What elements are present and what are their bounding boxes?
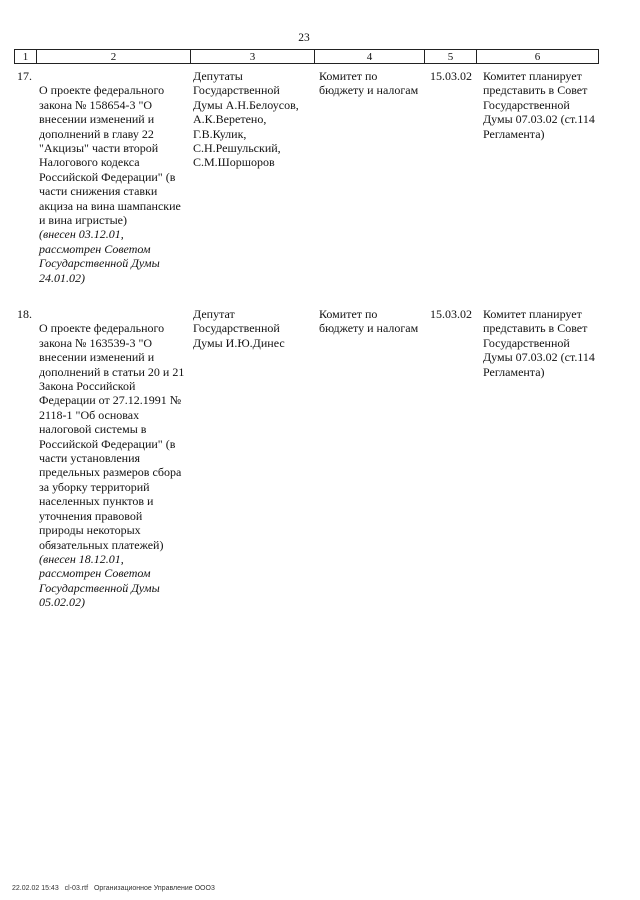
column-header-4: 4 — [315, 50, 425, 64]
bill-status: (внесен 03.12.01, рассмотрен Советом Государственной Думы 24.01.02) — [39, 227, 160, 285]
page-footer — [12, 885, 219, 893]
bill-note: Комитет планирует представить в Совет Государственной Думы 07.03.02 (ст.114 Регламента) — [483, 69, 595, 141]
bill-description — [39, 69, 185, 285]
bill-title: О проекте федерального закона № 158654-3 "О внесении изменений и дополнений в главу 22 "Акцизы" части второй Налогового кодекса Российской Федерации" (в части снижения ставки акциза на вина шампанские и вина игристые) — [39, 83, 181, 228]
column-header-5: 5 — [425, 50, 477, 64]
column-header-2: 2 — [37, 50, 191, 64]
column-header-table — [14, 49, 599, 64]
bill-note: Комитет планирует представить в Совет Государственной Думы 07.03.02 (ст.114 Регламента) — [483, 307, 595, 379]
row-number: 17. — [17, 69, 32, 83]
bill-committee: Комитет по бюджету и налогам — [319, 69, 419, 98]
column-header-3: 3 — [191, 50, 315, 64]
bill-status: (внесен 18.12.01, рассмотрен Советом Государственной Думы 05.02.02) — [39, 551, 160, 610]
footer-file: cl-03.rtf — [64, 885, 89, 892]
bill-title: О проекте федерального закона № 163539-3 "О внесении изменений и дополнений в статьи 20 и 21 Закона Российской Федерации от 27.12.1991 № 2118-1 "Об основах налоговой системы в Российской Федерации" (в части установления предельных размеров сбора за уборку территорий населенных пунктов и уточнения правовой природы некоторых обязательных платежей) — [39, 321, 185, 552]
bill-authors: Депутаты Государственной Думы А.Н.Белоусов, А.К.Веретено, Г.В.Кулик, С.Н.Решульский, С.М.Шоршоров — [193, 69, 299, 170]
footer-timestamp: 22.02.02 15:43 — [12, 885, 59, 892]
bill-committee: Комитет по бюджету и налогам — [319, 307, 419, 336]
column-header-6: 6 — [477, 50, 599, 64]
column-header-row — [15, 50, 599, 64]
column-header-1: 1 — [15, 50, 37, 64]
row-number: 18. — [17, 307, 32, 321]
bill-date: 15.03.02 — [430, 69, 472, 83]
bill-date: 15.03.02 — [430, 307, 472, 321]
bill-authors: Депутат Государственной Думы И.Ю.Динес — [193, 307, 285, 350]
footer-department: Организационное Управление ООО3 — [93, 885, 215, 892]
bill-description — [39, 307, 185, 610]
page-number: 23 — [298, 32, 310, 44]
